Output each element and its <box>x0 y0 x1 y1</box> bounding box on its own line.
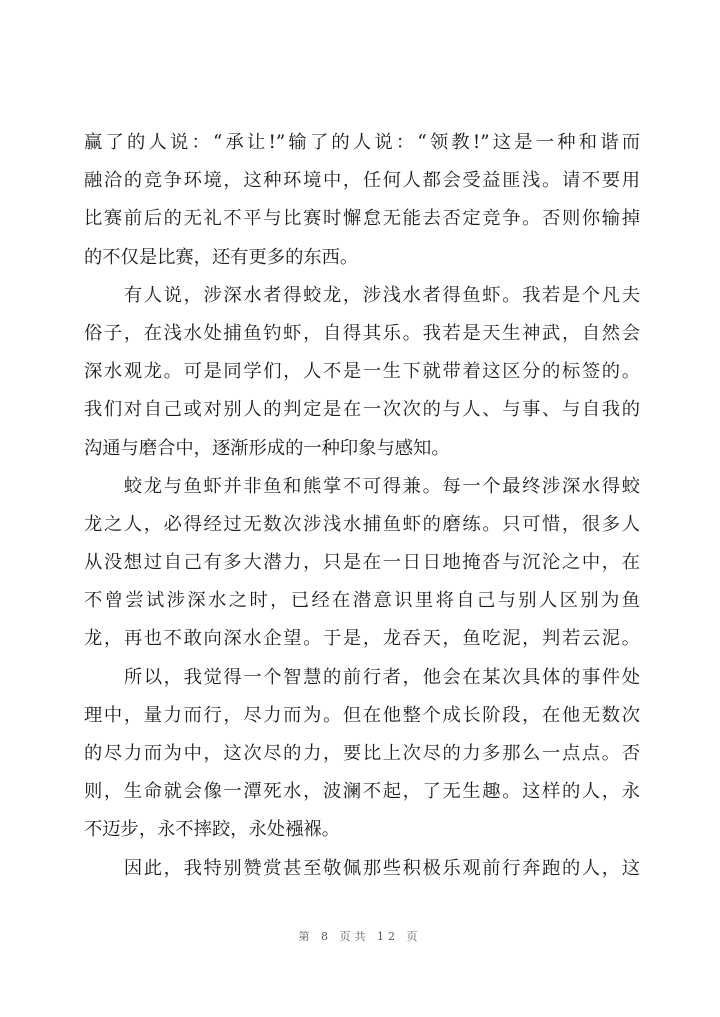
text-line: 不迈步，永不摔跤，永处襁褓。 <box>84 819 340 841</box>
text-line: 的不仅是比赛，还有更多的东西。 <box>84 246 359 268</box>
text-line: 龙之人，必得经过无数次涉浅水捕鱼虾的磨练。只可惜，很多人 <box>84 513 640 535</box>
text-line: 则，生命就会像一潭死水，波澜不起，了无生趣。这样的人，永 <box>84 781 640 803</box>
text-line: 沟通与磨合中，逐渐形成的一种印象与感知。 <box>84 437 450 459</box>
text-line: 融洽的竞争环境，这种环境中，任何人都会受益匪浅。请不要用 <box>84 170 640 192</box>
text-line: 不曾尝试涉深水之时，已经在潜意识里将自己与别人区别为鱼 <box>84 590 640 612</box>
text-line: 我们对自己或对别人的判定是在一次次的与人、与事、与自我的 <box>84 399 640 421</box>
text-line: 的尽力而为中，这次尽的力，要比上次尽的力多那么一点点。否 <box>84 743 640 764</box>
text-line: 深水观龙。可是同学们，人不是一生下就带着这区分的标签的。 <box>84 361 640 383</box>
text-line: 蛟龙与鱼虾并非鱼和熊掌不可得兼。每一个最终涉深水得蛟 <box>84 475 640 497</box>
text-line: 俗子，在浅水处捕鱼钓虾，自得其乐。我若是天生神武，自然会 <box>84 322 640 344</box>
text-line: 比赛前后的无礼不平与比赛时懈怠无能去否定竞争。否则你输掉 <box>84 208 640 230</box>
text-line: 赢了的人说：“承让!”输了的人说：“领教!”这是一种和谐而 <box>84 132 640 153</box>
text-line: 龙，再也不敢向深水企望。于是，龙吞天，鱼吃泥，判若云泥。 <box>84 628 640 650</box>
text-line: 有人说，涉深水者得蛟龙，涉浅水者得鱼虾。我若是个凡夫 <box>84 284 640 306</box>
text-line: 理中，量力而行，尽力而为。但在他整个成长阶段，在他无数次 <box>84 704 640 726</box>
text-line: 从没想过自己有多大潜力，只是在一日日地掩沓与沉沦之中，在 <box>84 552 640 574</box>
page-footer: 第 8 页共 12 页 <box>298 930 422 943</box>
text-line: 所以，我觉得一个智慧的前行者，他会在某次具体的事件处 <box>84 666 640 688</box>
text-line: 因此，我特别赞赏甚至敬佩那些积极乐观前行奔跑的人，这 <box>84 857 640 879</box>
body-text <box>84 124 640 888</box>
